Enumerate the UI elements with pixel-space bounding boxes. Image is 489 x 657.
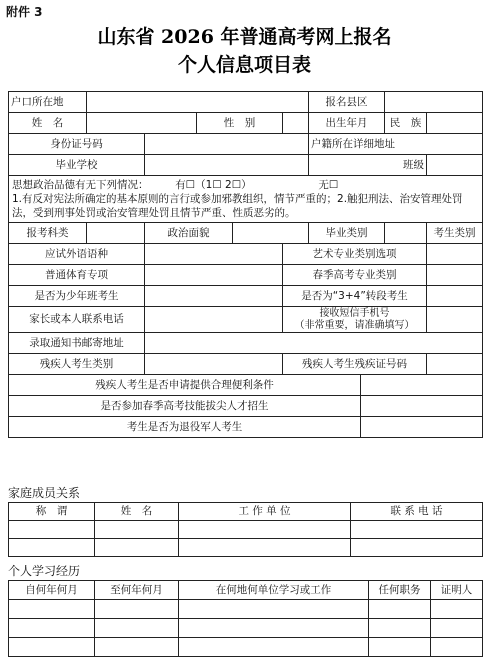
study-cell[interactable] (9, 638, 95, 657)
school-value[interactable] (145, 155, 309, 176)
study-cell[interactable] (9, 600, 95, 619)
family-cell[interactable] (351, 539, 483, 557)
art-type-label: 艺术专业类别选项 (283, 244, 427, 265)
parent-phone-label: 家长或本人联系电话 (9, 307, 145, 333)
household-location-label: 户口所在地 (9, 92, 87, 113)
pe-value[interactable] (145, 265, 283, 286)
veteran-label: 考生是否为退役军人考生 (9, 417, 361, 438)
grad-type-label: 毕业类别 (309, 223, 385, 244)
is-34-value[interactable] (427, 286, 483, 307)
spring-type-value[interactable] (427, 265, 483, 286)
disabled-cert-label: 残疾人考生残疾证号码 (283, 354, 427, 375)
disabled-cert-value[interactable] (427, 354, 483, 375)
family-header-relation: 称 谓 (9, 503, 95, 521)
class-value[interactable] (427, 155, 483, 176)
study-cell[interactable] (431, 619, 483, 638)
skill-talent-value[interactable] (361, 396, 483, 417)
exam-type-label: 考生类别 (427, 223, 483, 244)
birth-label: 出生年月 (309, 113, 385, 134)
table-row (9, 539, 483, 557)
household-address-label: 户籍所在详细地址 (309, 134, 483, 155)
table-row (9, 638, 483, 657)
study-cell[interactable] (369, 619, 431, 638)
family-header-workplace: 工 作 单 位 (179, 503, 351, 521)
table-row (9, 619, 483, 638)
family-header-phone: 联 系 电 话 (351, 503, 483, 521)
disabled-accommodation-label: 残疾人考生是否申请提供合理便利条件 (9, 375, 361, 396)
study-cell[interactable] (369, 638, 431, 657)
pe-label: 普通体育专项 (9, 265, 145, 286)
study-cell[interactable] (179, 600, 369, 619)
study-header-witness: 证明人 (431, 581, 483, 600)
study-header-from: 自何年何月 (9, 581, 95, 600)
study-cell[interactable] (369, 600, 431, 619)
county-label: 报名县区 (309, 92, 385, 113)
youth-class-value[interactable] (145, 286, 283, 307)
study-cell[interactable] (95, 638, 179, 657)
veteran-value[interactable] (361, 417, 483, 438)
study-table (8, 580, 483, 657)
family-cell[interactable] (9, 539, 95, 557)
ideology-question: 思想政治品德有无下列情况： (12, 179, 149, 191)
name-value[interactable] (87, 113, 197, 134)
family-cell[interactable] (179, 539, 351, 557)
study-header-place: 在何地何单位学习或工作 (179, 581, 369, 600)
family-table (8, 502, 483, 557)
table-row (9, 521, 483, 539)
study-cell[interactable] (431, 638, 483, 657)
family-cell[interactable] (9, 521, 95, 539)
study-cell[interactable] (95, 600, 179, 619)
gender-label: 性 别 (197, 113, 283, 134)
family-section-title: 家庭成员关系 (8, 486, 81, 500)
disabled-accommodation-value[interactable] (361, 375, 483, 396)
spring-type-label: 春季高考专业类别 (283, 265, 427, 286)
sms-phone-note: （非常重要，请准确填写） (294, 319, 415, 331)
ideology-description: 1.有反对宪法所确定的基本原则的言行或参加邪教组织，情节严重的；2.触犯刑法、治安管理处罚法，受到刑事处罚或治安管理处罚且情节严重、性质恶劣的。 (12, 193, 463, 219)
family-cell[interactable] (179, 521, 351, 539)
sms-phone-title: 接收短信手机号 (319, 307, 390, 319)
family-cell[interactable] (95, 539, 179, 557)
family-cell[interactable] (95, 521, 179, 539)
family-cell[interactable] (351, 521, 483, 539)
ideology-cell (9, 176, 483, 223)
subject-label: 报考科类 (9, 223, 87, 244)
skill-talent-label: 是否参加春季高考技能拔尖人才招生 (9, 396, 361, 417)
school-label: 毕业学校 (9, 155, 145, 176)
subject-value[interactable] (87, 223, 145, 244)
mail-address-value[interactable] (145, 333, 483, 354)
family-header-name: 姓 名 (95, 503, 179, 521)
study-cell[interactable] (179, 638, 369, 657)
study-cell[interactable] (179, 619, 369, 638)
disabled-type-value[interactable] (145, 354, 283, 375)
gender-value[interactable] (283, 113, 309, 134)
form-subtitle: 个人信息项目表 (177, 54, 311, 76)
sms-phone-label (283, 307, 427, 333)
household-location-value[interactable] (87, 92, 309, 113)
class-label: 班级 (309, 155, 427, 176)
foreign-lang-value[interactable] (145, 244, 283, 265)
political-value[interactable] (233, 223, 309, 244)
id-number-label: 身份证号码 (9, 134, 145, 155)
attachment-label: 附件 3 (6, 5, 43, 19)
study-cell[interactable] (95, 619, 179, 638)
mail-address-label: 录取通知书邮寄地址 (9, 333, 145, 354)
id-number-value[interactable] (145, 134, 309, 155)
name-label: 姓 名 (9, 113, 87, 134)
study-header-to: 至何年何月 (95, 581, 179, 600)
personal-info-table (8, 91, 483, 438)
youth-class-label: 是否为少年班考生 (9, 286, 145, 307)
is-34-label: 是否为“3+4”转段考生 (283, 286, 427, 307)
study-cell[interactable] (431, 600, 483, 619)
sms-phone-value[interactable] (427, 307, 483, 333)
study-header-position: 任何职务 (369, 581, 431, 600)
grad-type-value[interactable] (385, 223, 427, 244)
ethnicity-value[interactable] (427, 113, 483, 134)
disabled-type-label: 残疾人考生类别 (9, 354, 145, 375)
form-title: 山东省 2026 年普通高考网上报名 (97, 26, 392, 48)
art-type-value[interactable] (427, 244, 483, 265)
foreign-lang-label: 应试外语语种 (9, 244, 145, 265)
study-cell[interactable] (9, 619, 95, 638)
ideology-has-checkbox[interactable]: 有☐（1☐ 2☐） (175, 179, 252, 191)
ethnicity-label: 民 族 (385, 113, 427, 134)
parent-phone-value[interactable] (145, 307, 283, 333)
ideology-none-checkbox[interactable]: 无☐ (318, 179, 339, 191)
study-section-title: 个人学习经历 (8, 564, 81, 578)
table-row (9, 600, 483, 619)
political-label: 政治面貌 (145, 223, 233, 244)
county-value[interactable] (385, 92, 483, 113)
